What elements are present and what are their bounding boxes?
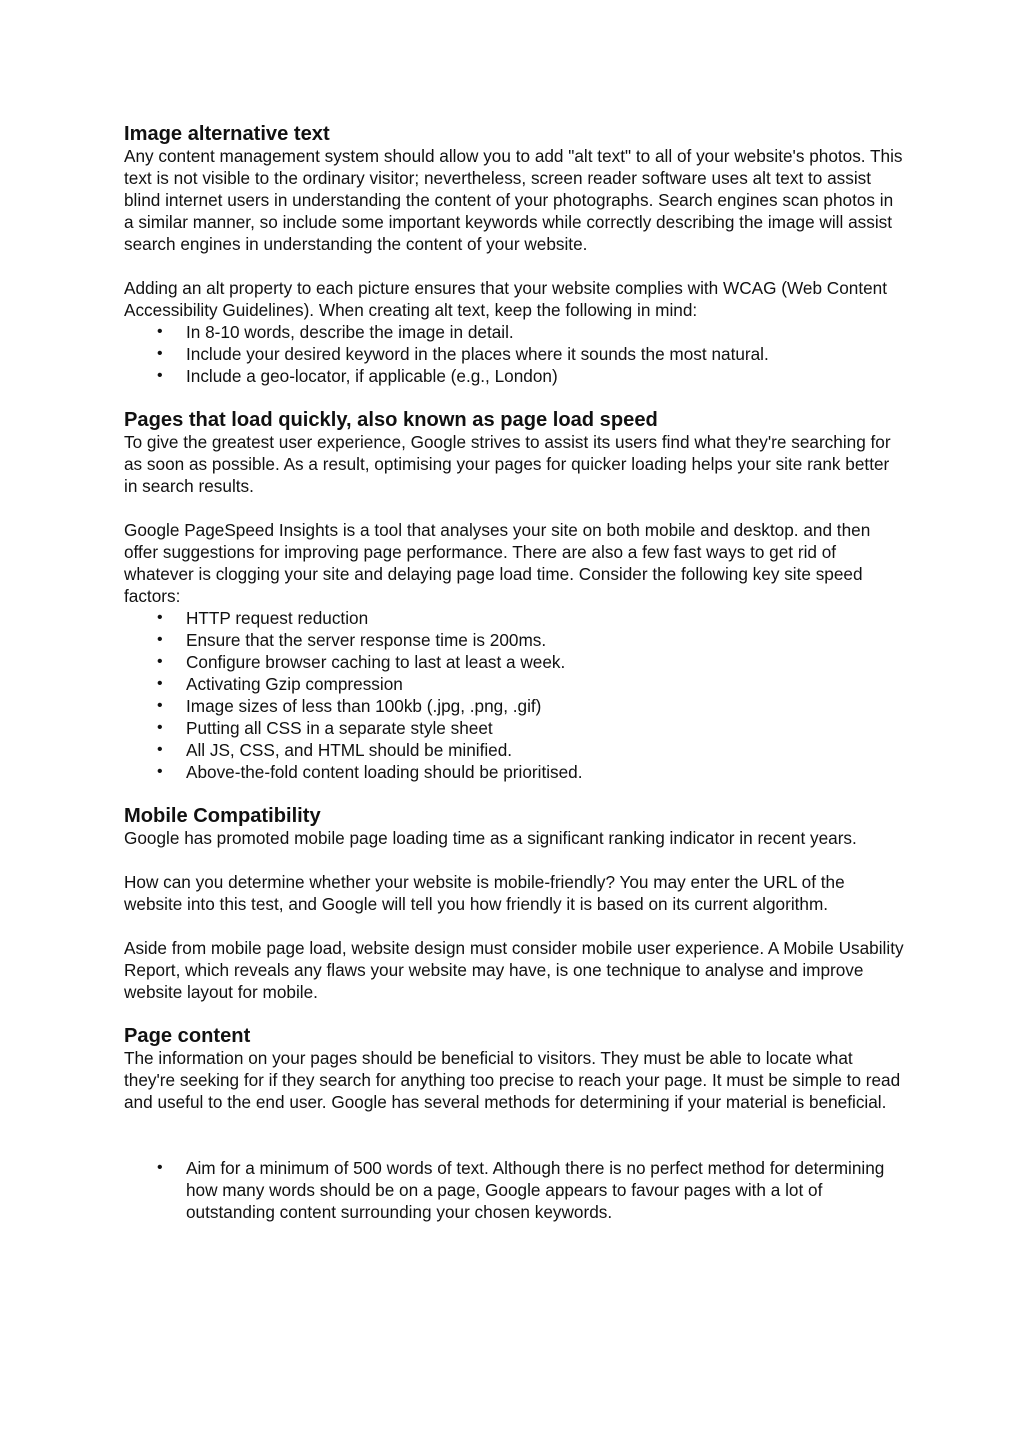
bullet-list — [124, 1157, 904, 1223]
list-item — [124, 695, 904, 717]
list-item-text: In 8-10 words, describe the image in detail. — [186, 322, 514, 342]
section-heading: Mobile Compatibility — [124, 805, 321, 827]
section-heading: Page content — [124, 1025, 251, 1047]
list-item-text: Image sizes of less than 100kb (.jpg, .png, .gif) — [186, 696, 542, 716]
list-item — [124, 673, 904, 695]
bullet-icon: • — [157, 323, 163, 340]
bullet-icon: • — [157, 741, 163, 758]
list-item-text: Include your desired keyword in the places where it sounds the most natural. — [186, 344, 769, 364]
paragraph: To give the greatest user experience, Google strives to assist its users find what they're searching for as soon as possible. As a result, optimising your pages for quicker loading helps your site rank better in search results. — [124, 432, 891, 496]
list-item — [124, 607, 904, 629]
list-item-text: Activating Gzip compression — [186, 674, 403, 694]
bullet-list — [124, 321, 904, 387]
bullet-icon: • — [157, 367, 163, 384]
bullet-icon: • — [157, 719, 163, 736]
list-item — [124, 629, 904, 651]
list-item — [124, 717, 904, 739]
paragraph: Adding an alt property to each picture ensures that your website complies with WCAG (Web Content Accessibility Guidelines). When creating alt text, keep the following in mind: — [124, 278, 887, 320]
list-item-text: Above-the-fold content loading should be prioritised. — [186, 762, 583, 782]
list-item-text: HTTP request reduction — [186, 608, 369, 628]
bullet-icon: • — [157, 609, 163, 626]
list-item — [124, 321, 904, 343]
paragraph: Any content management system should allow you to add "alt text" to all of your website's photos. This text is not visible to the ordinary visitor; nevertheless, screen reader software uses alt text to assist blind internet users in understanding the content of your photographs. Search engines scan photos in a similar manner, so include some important keywords while correctly describing the image will assist search engines in understanding the content of your website. — [124, 146, 903, 254]
bullet-icon: • — [157, 1159, 163, 1176]
section-heading: Pages that load quickly, also known as page load speed — [124, 409, 658, 431]
list-item-text: Include a geo-locator, if applicable (e.g., London) — [186, 366, 558, 386]
list-item-text: All JS, CSS, and HTML should be minified. — [186, 740, 513, 760]
document-page — [124, 123, 904, 1223]
list-item-text: Configure browser caching to last at least a week. — [186, 652, 566, 672]
list-item-text: Putting all CSS in a separate style sheet — [186, 718, 493, 738]
bullet-icon: • — [157, 653, 163, 670]
paragraph: How can you determine whether your website is mobile-friendly? You may enter the URL of the website into this test, and Google will tell you how friendly it is based on its current algorithm. — [124, 872, 845, 914]
list-item-text: Ensure that the server response time is 200ms. — [186, 630, 547, 650]
list-item — [124, 739, 904, 761]
paragraph: Aside from mobile page load, website design must consider mobile user experience. A Mobile Usability Report, which reveals any flaws your website may have, is one technique to analyse and improve website layout for mobile. — [124, 938, 904, 1002]
paragraph: Google has promoted mobile page loading time as a significant ranking indicator in recent years. — [124, 828, 857, 848]
section-heading: Image alternative text — [124, 123, 330, 145]
list-item — [124, 343, 904, 365]
paragraph: Google PageSpeed Insights is a tool that analyses your site on both mobile and desktop. and then offer suggestions for improving page performance. There are also a few fast ways to get rid of whatever is clogging your site and delaying page load time. Consider the following key site speed factors: — [124, 520, 871, 606]
bullet-icon: • — [157, 345, 163, 362]
list-item-text: Aim for a minimum of 500 words of text. Although there is no perfect method for determining how many words should be on a page, Google appears to favour pages with a lot of outstanding content surrounding your chosen keywords. — [186, 1158, 885, 1222]
bullet-icon: • — [157, 631, 163, 648]
list-item — [124, 651, 904, 673]
list-item — [124, 1157, 904, 1223]
bullet-icon: • — [157, 697, 163, 714]
list-item — [124, 365, 904, 387]
bullet-icon: • — [157, 763, 163, 780]
list-item — [124, 761, 904, 783]
paragraph: The information on your pages should be beneficial to visitors. They must be able to locate what they're seeking for if they search for anything too precise to reach your page. It must be simple to read and useful to the end user. Google has several methods for determining if your material is beneficial. — [124, 1048, 901, 1112]
bullet-icon: • — [157, 675, 163, 692]
bullet-list — [124, 607, 904, 783]
